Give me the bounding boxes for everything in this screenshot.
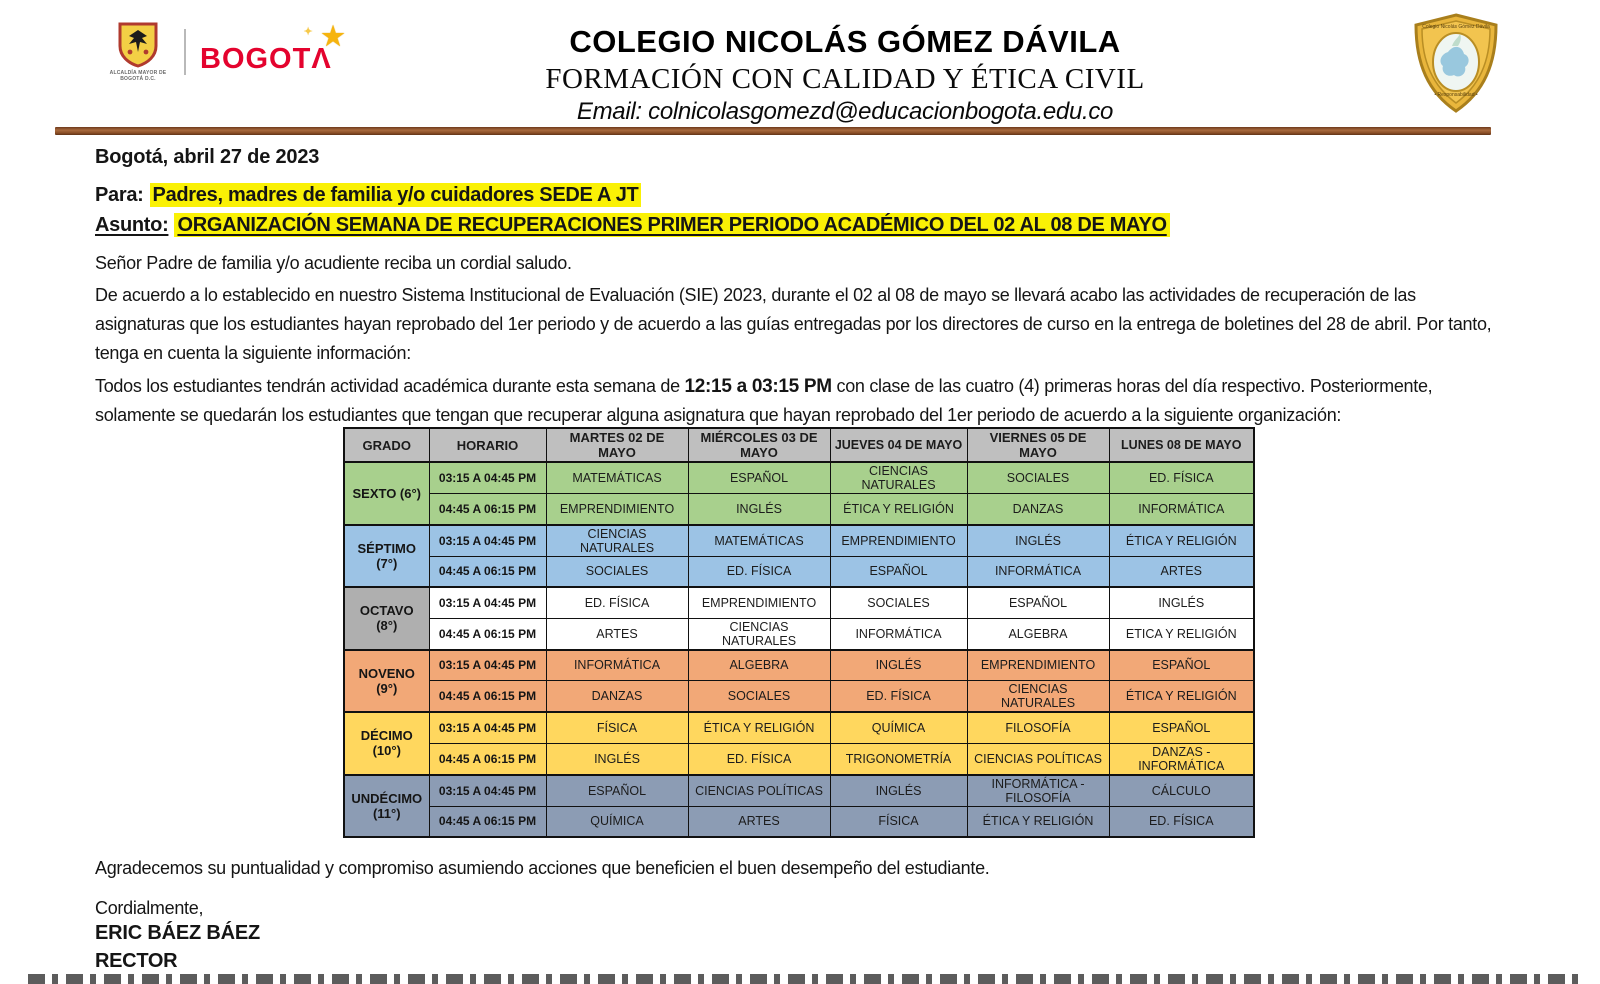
column-header: MARTES 02 DE MAYO — [546, 428, 688, 462]
paragraph-week-time: 12:15 a 03:15 PM — [684, 376, 832, 397]
subject-cell: ED. FÍSICA — [830, 681, 967, 713]
subject-cell: CIENCIAS NATURALES — [967, 681, 1109, 713]
asunto-line — [95, 214, 1170, 237]
school-crest-icon — [1408, 12, 1504, 119]
subject-cell: INGLÉS — [830, 650, 967, 681]
subject-cell: EMPRENDIMIENTO — [546, 494, 688, 525]
subject-cell: DANZAS - INFORMÁTICA — [1109, 743, 1254, 775]
subject-cell: QUÍMICA — [830, 712, 967, 743]
subject-cell: ESPAÑOL — [546, 775, 688, 807]
subject-cell: DANZAS — [967, 494, 1109, 525]
subject-cell: ALGEBRA — [967, 618, 1109, 650]
subject-cell: INGLÉS — [1109, 587, 1254, 618]
grade-cell: SÉPTIMO (7°) — [344, 525, 429, 588]
subject-cell: INFORMÁTICA — [546, 650, 688, 681]
bogota-wordmark-text: BOGOT — [200, 42, 312, 75]
bogota-brand — [106, 20, 346, 82]
subject-cell: ESPAÑOL — [967, 587, 1109, 618]
subject-cell: ARTES — [1109, 556, 1254, 587]
schedule-row — [344, 712, 1254, 743]
subject-cell: SOCIALES — [967, 462, 1109, 494]
paragraph-week — [95, 372, 1505, 430]
para-value: Padres, madres de familia y/o cuidadores SEDE A JT — [150, 183, 642, 207]
subject-cell: CIENCIAS NATURALES — [830, 462, 967, 494]
subject-cell: FÍSICA — [830, 806, 967, 837]
subject-cell: CIENCIAS POLÍTICAS — [967, 743, 1109, 775]
column-header: GRADO — [344, 428, 429, 462]
time-cell: 03:15 A 04:45 PM — [429, 525, 546, 557]
schedule-row — [344, 650, 1254, 681]
subject-cell: SOCIALES — [688, 681, 830, 713]
subject-cell: INGLÉS — [830, 775, 967, 807]
subject-cell: QUÍMICA — [546, 806, 688, 837]
alcaldia-coat-of-arms — [106, 22, 170, 82]
subject-cell: MATEMÁTICAS — [546, 462, 688, 494]
sparkle-icon: ✦ — [303, 25, 314, 38]
greeting-line: Señor Padre de familia y/o acudiente reciba un cordial saludo. — [95, 253, 572, 273]
time-cell: 03:15 A 04:45 PM — [429, 712, 546, 743]
subject-cell: INGLÉS — [967, 525, 1109, 557]
time-cell: 04:45 A 06:15 PM — [429, 494, 546, 525]
closing-line: Agradecemos su puntualidad y compromiso asumiendo acciones que beneficien el buen desempeño del estudiante. — [95, 858, 990, 878]
grade-cell: SEXTO (6°) — [344, 462, 429, 525]
bogota-coat-icon — [117, 22, 159, 68]
subject-cell: INFORMÁTICA — [830, 618, 967, 650]
subject-cell: INFORMÁTICA — [967, 556, 1109, 587]
subject-cell: ÉTICA Y RELIGIÓN — [688, 712, 830, 743]
subject-cell: ARTES — [546, 618, 688, 650]
time-cell: 03:15 A 04:45 PM — [429, 462, 546, 494]
subject-cell: MATEMÁTICAS — [688, 525, 830, 557]
time-cell: 04:45 A 06:15 PM — [429, 556, 546, 587]
schedule-row — [344, 587, 1254, 618]
time-cell: 03:15 A 04:45 PM — [429, 587, 546, 618]
schedule-row — [344, 806, 1254, 837]
asunto-label: Asunto: — [95, 214, 169, 236]
signer-title: RECTOR — [95, 950, 178, 972]
subject-cell: ED. FÍSICA — [688, 743, 830, 775]
subject-cell: EMPRENDIMIENTO — [967, 650, 1109, 681]
schedule-row — [344, 681, 1254, 713]
paragraph-sie: De acuerdo a lo establecido en nuestro Sistema Institucional de Evaluación (SIE) 2023, durante el 02 al 08 de mayo se llevará acabo las actividades de recuperación de las asignaturas que los estudiantes hayan reprobado del 1er periodo y de acuerdo a las guías entregadas por los directores de curso en la entrega de boletines del 28 de abril. Por tanto, tenga en cuenta la siguiente información: — [95, 285, 1492, 363]
subject-cell: ÉTICA Y RELIGIÓN — [1109, 681, 1254, 713]
subject-cell: INGLÉS — [546, 743, 688, 775]
time-cell: 03:15 A 04:45 PM — [429, 775, 546, 807]
paragraph-week-suffix: con clase de las cuatro (4) primeras horas del día respectivo. Posteriormente, solamente se quedarán los estudiantes que tengan que recuperar alguna asignatura que hayan reprobado del 1er periodo de acuerdo a la siguiente organización: — [95, 376, 1433, 425]
subject-cell: CIENCIAS POLÍTICAS — [688, 775, 830, 807]
subject-cell: ETICA Y RELIGIÓN — [1109, 618, 1254, 650]
subject-cell: ÉTICA Y RELIGIÓN — [830, 494, 967, 525]
paragraph-week-prefix: Todos los estudiantes tendrán actividad académica durante esta semana de — [95, 376, 685, 396]
time-cell: 04:45 A 06:15 PM — [429, 618, 546, 650]
subject-cell: ED. FÍSICA — [546, 587, 688, 618]
subject-cell: ED. FÍSICA — [1109, 806, 1254, 837]
subject-cell: ÉTICA Y RELIGIÓN — [1109, 525, 1254, 557]
para-line — [95, 184, 641, 207]
schedule-row — [344, 618, 1254, 650]
grade-cell: DÉCIMO (10°) — [344, 712, 429, 775]
subject-cell: INFORMÁTICA — [1109, 494, 1254, 525]
subject-cell: CIENCIAS NATURALES — [546, 525, 688, 557]
schedule-row — [344, 556, 1254, 587]
schedule-row — [344, 494, 1254, 525]
subject-cell: TRIGONOMETRÍA — [830, 743, 967, 775]
subject-cell: ED. FÍSICA — [1109, 462, 1254, 494]
bogota-wordmark-a: Λ — [311, 42, 332, 75]
bogota-wordmark — [200, 20, 346, 75]
schedule-table-wrap — [343, 427, 1255, 838]
date-line: Bogotá, abril 27 de 2023 — [95, 146, 320, 168]
time-cell: 04:45 A 06:15 PM — [429, 806, 546, 837]
bottom-cut-line — [28, 974, 1578, 984]
subject-cell: ÉTICA Y RELIGIÓN — [967, 806, 1109, 837]
subject-cell: INGLÉS — [688, 494, 830, 525]
school-header — [420, 24, 1270, 126]
schedule-row — [344, 525, 1254, 557]
column-header: HORARIO — [429, 428, 546, 462]
column-header: JUEVES 04 DE MAYO — [830, 428, 967, 462]
subject-cell: DANZAS — [546, 681, 688, 713]
schedule-table — [343, 427, 1255, 838]
time-cell: 03:15 A 04:45 PM — [429, 650, 546, 681]
time-cell: 04:45 A 06:15 PM — [429, 681, 546, 713]
subject-cell: SOCIALES — [830, 587, 967, 618]
subject-cell: ESPAÑOL — [688, 462, 830, 494]
schedule-table-body — [344, 462, 1254, 837]
schedule-row — [344, 743, 1254, 775]
subject-cell: INFORMÁTICA - FILOSOFÍA — [967, 775, 1109, 807]
column-header: MIÉRCOLES 03 DE MAYO — [688, 428, 830, 462]
subject-cell: CIENCIAS NATURALES — [688, 618, 830, 650]
column-header: VIERNES 05 DE MAYO — [967, 428, 1109, 462]
schedule-row — [344, 775, 1254, 807]
subject-cell: ESPAÑOL — [830, 556, 967, 587]
svg-text:• Responsabilidad •: • Responsabilidad • — [1434, 92, 1478, 98]
column-header: LUNES 08 DE MAYO — [1109, 428, 1254, 462]
star-icon: ★ — [321, 20, 346, 51]
header-divider-rule — [55, 127, 1491, 135]
subject-cell: ED. FÍSICA — [688, 556, 830, 587]
grade-cell: UNDÉCIMO (11°) — [344, 775, 429, 838]
subject-cell: ESPAÑOL — [1109, 712, 1254, 743]
schedule-row — [344, 462, 1254, 494]
signer-name: ERIC BÁEZ BÁEZ — [95, 922, 260, 944]
time-cell: 04:45 A 06:15 PM — [429, 743, 546, 775]
subject-cell: CÁLCULO — [1109, 775, 1254, 807]
brand-divider — [184, 29, 186, 75]
subject-cell: SOCIALES — [546, 556, 688, 587]
school-motto: FORMACIÓN CON CALIDAD Y ÉTICA CIVIL — [545, 63, 1145, 95]
subject-cell: EMPRENDIMIENTO — [688, 587, 830, 618]
subject-cell: FÍSICA — [546, 712, 688, 743]
asunto-value: ORGANIZACIÓN SEMANA DE RECUPERACIONES PRIMER PERIODO ACADÉMICO DEL 02 AL 08 DE MAYO — [174, 213, 1169, 237]
subject-cell: EMPRENDIMIENTO — [830, 525, 967, 557]
subject-cell: FILOSOFÍA — [967, 712, 1109, 743]
grade-cell: NOVENO (9°) — [344, 650, 429, 713]
para-label: Para: — [95, 184, 144, 206]
alcaldia-caption: ALCALDÍA MAYOR DE BOGOTÁ D.C. — [109, 70, 167, 82]
school-email: Email: colnicolasgomezd@educacionbogota.edu.co — [576, 98, 1114, 125]
grade-cell: OCTAVO (8°) — [344, 587, 429, 650]
subject-cell: ARTES — [688, 806, 830, 837]
school-name: COLEGIO NICOLÁS GÓMEZ DÁVILA — [569, 24, 1121, 59]
schedule-header-row — [344, 428, 1254, 462]
subject-cell: ESPAÑOL — [1109, 650, 1254, 681]
farewell-line: Cordialmente, — [95, 898, 204, 918]
svg-text:Colegio Nicolás Gómez Dávila: Colegio Nicolás Gómez Dávila — [1422, 24, 1490, 30]
subject-cell: ALGEBRA — [688, 650, 830, 681]
